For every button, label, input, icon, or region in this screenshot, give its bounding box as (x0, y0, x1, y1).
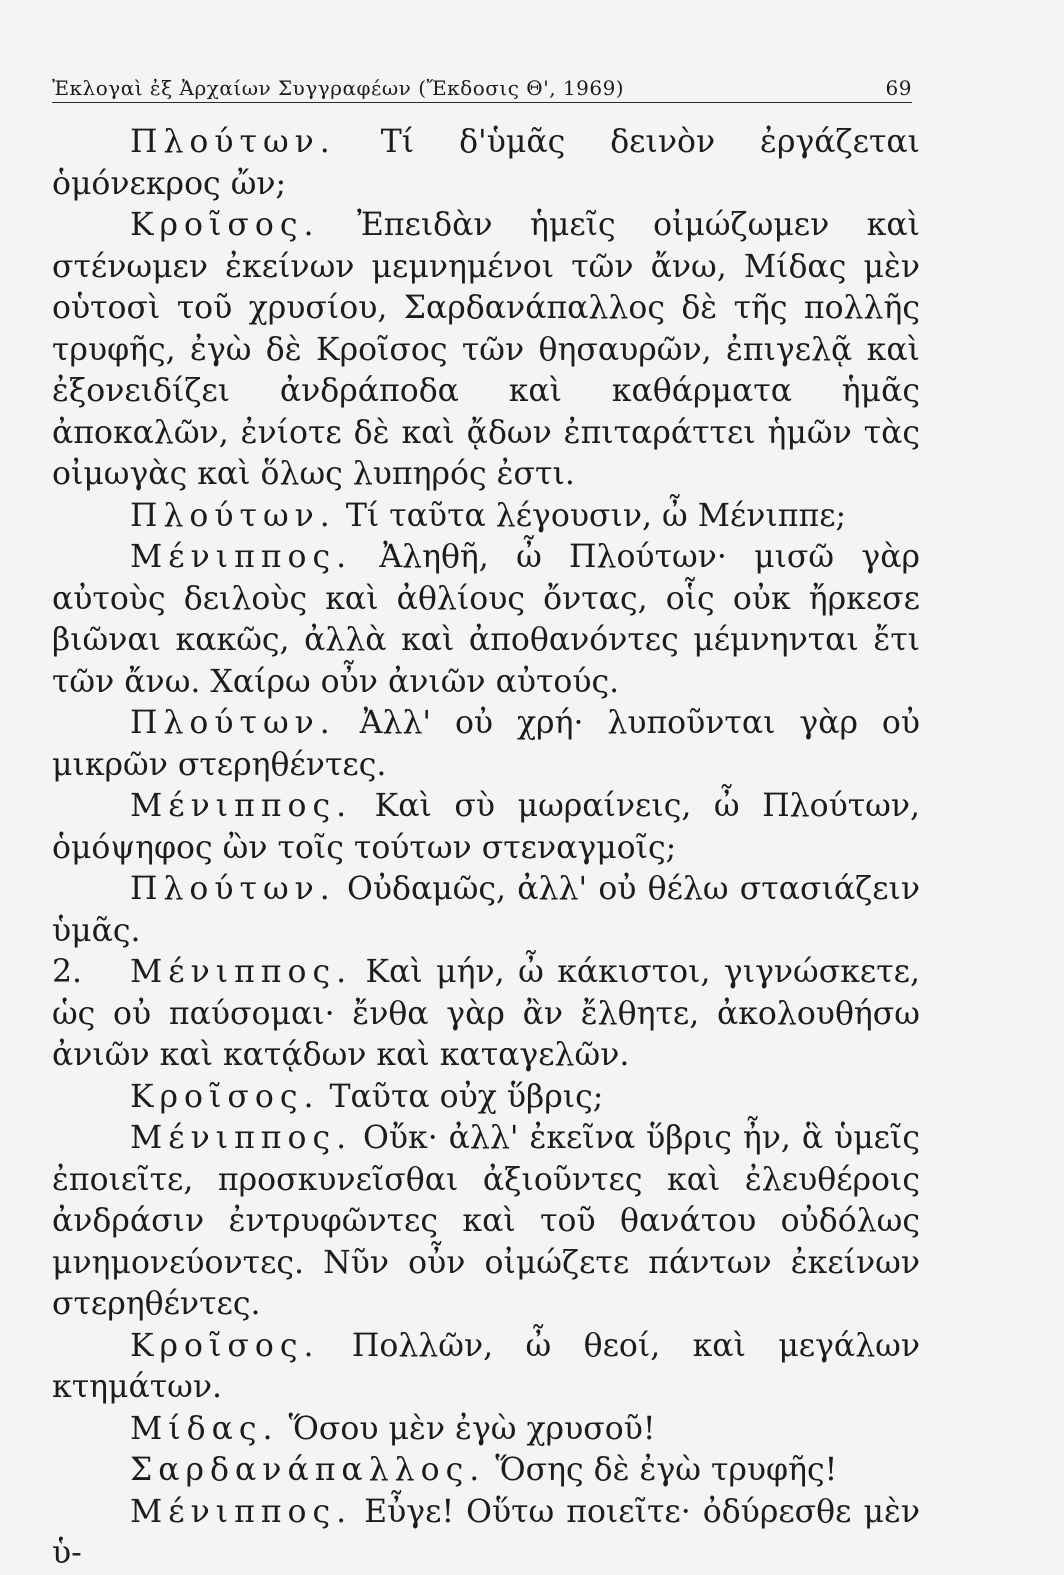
dialogue-paragraph (52, 496, 920, 538)
speech-text: Ἀλλ' οὐ χρή· λυποῦνται γὰρ οὐ μικρῶν στερηθέντες. (52, 705, 921, 783)
dialogue-paragraph (52, 1409, 920, 1451)
speaker-name: Μένιππος. (130, 539, 353, 575)
speaker-name: Πλούτων. (130, 871, 336, 907)
dialogue-paragraph (52, 1492, 920, 1575)
speaker-name: Σαρδανάπαλλος. (130, 1452, 486, 1488)
dialogue-paragraph (52, 205, 920, 496)
dialogue-text (52, 122, 920, 1575)
speaker-name: Μένιππος. (130, 1493, 353, 1530)
dialogue-paragraph (52, 703, 920, 786)
speaker-name: Μένιππος. (130, 954, 353, 990)
speech-text: Ἀληθῆ, ὦ Πλούτων· μισῶ γὰρ αὐτοὺς δειλοὺς καὶ ἀθλίους ὄντας, οἷς οὐκ ἤρκεσε βιῶναι κακῶς, ἀλλὰ καὶ ἀποθανόντες μέμνηνται ἔτι τῶν ἄνω. Χαίρω οὖν ἀνιῶν αὐτούς. (52, 539, 920, 700)
speech-text: Ὅσου μὲν ἐγὼ χρυσοῦ! (288, 1410, 656, 1447)
speaker-name: Μίδας. (130, 1410, 279, 1447)
dialogue-paragraph (52, 869, 920, 952)
speech-text: Πολλῶν, ὦ θεοί, καὶ μεγάλων κτημάτων. (52, 1327, 921, 1405)
speaker-name: Μένιππος. (130, 1120, 353, 1156)
speech-text: Οὔκ· ἀλλ' ἐκεῖνα ὕβρις ἦν, ἃ ὑμεῖς ἐποιεῖτε, προσκυνεῖσθαι ἀξιοῦντες καὶ ἐλευθέροις ἀνδράσιν ἐντρυφῶντες καὶ τοῦ θανάτου οὐδόλως μνημονεύοντες. Νῦν οὖν οἰμώζετε πάντων ἐκείνων στερηθέντες. (52, 1120, 920, 1322)
speech-text: Οὐδαμῶς, ἀλλ' οὐ θέλω στασιάζειν ὑμᾶς. (52, 871, 921, 949)
speech-text: Τί δ'ὑμᾶς δεινὸν ἐργάζεται ὁμόνεκρος ὤν; (52, 124, 920, 202)
dialogue-paragraph (52, 537, 920, 703)
dialogue-paragraph (52, 1450, 920, 1492)
dialogue-paragraph (52, 952, 920, 1077)
running-header (52, 70, 912, 100)
speaker-name: Πλούτων. (130, 705, 336, 741)
dialogue-paragraph (52, 1118, 920, 1326)
speech-text: Ἐπειδὰν ἡμεῖς οἰμώζωμεν καὶ στένωμεν ἐκείνων μεμνημένοι τῶν ἄνω, Μίδας μὲν οὑτοσὶ τοῦ χρυσίου, Σαρδανάπαλλος δὲ τῆς πολλῆς τρυφῆς, ἐγὼ δὲ Κροῖσος τῶν θησαυρῶν, ἐπιγελᾷ καὶ ἐξονειδίζει ἀνδράποδα καὶ καθάρματα ἡμᾶς ἀποκαλῶν, ἐνίοτε δὲ καὶ ᾄδων ἐπιταράττει ἡμῶν τὰς οἰμωγὰς καὶ ὅλως λυπηρός ἐστι. (52, 207, 920, 492)
speaker-name: Κροῖσος. (130, 1327, 320, 1364)
dialogue-paragraph (52, 1077, 920, 1119)
page-number: 69 (885, 76, 912, 100)
speech-text: Εὖγε! Οὕτω ποιεῖτε· ὀδύρεσθε μὲν ὑ- (52, 1493, 921, 1571)
speaker-name: Πλούτων. (130, 124, 336, 160)
speech-text: Καὶ σὺ μωραίνεις, ὦ Πλούτων, ὁμόψηφος ὢν τοῖς τούτων στεναγμοῖς; (52, 788, 920, 866)
speaker-name: Κροῖσος. (130, 1078, 320, 1115)
speech-text: Καὶ μήν, ὦ κάκιστοι, γιγνώσκετε, ὡς οὐ παύσομαι· ἔνθα γὰρ ἂν ἔλθητε, ἀκολουθήσω ἀνιῶν καὶ κατᾴδων καὶ καταγελῶν. (52, 954, 920, 1073)
speaker-name: Κροῖσος. (130, 207, 320, 243)
running-title: Ἐκλογαὶ ἐξ Ἀρχαίων Συγγραφέων (Ἔκδοσις Θ', 1969) (52, 76, 625, 100)
speaker-name: Μένιππος. (130, 788, 353, 824)
dialogue-paragraph (52, 122, 920, 205)
dialogue-paragraph (52, 786, 920, 869)
dialogue-paragraph (52, 1326, 920, 1409)
header-rule (52, 102, 912, 103)
section-number: 2. (52, 954, 83, 990)
speech-text: Ὅσης δὲ ἐγὼ τρυφῆς! (495, 1452, 838, 1488)
speech-text: Τί ταῦτα λέγουσιν, ὦ Μένιππε; (345, 497, 847, 534)
speech-text: Ταῦτα οὐχ ὕβρις; (329, 1078, 604, 1115)
speaker-name: Πλούτων. (130, 497, 336, 534)
